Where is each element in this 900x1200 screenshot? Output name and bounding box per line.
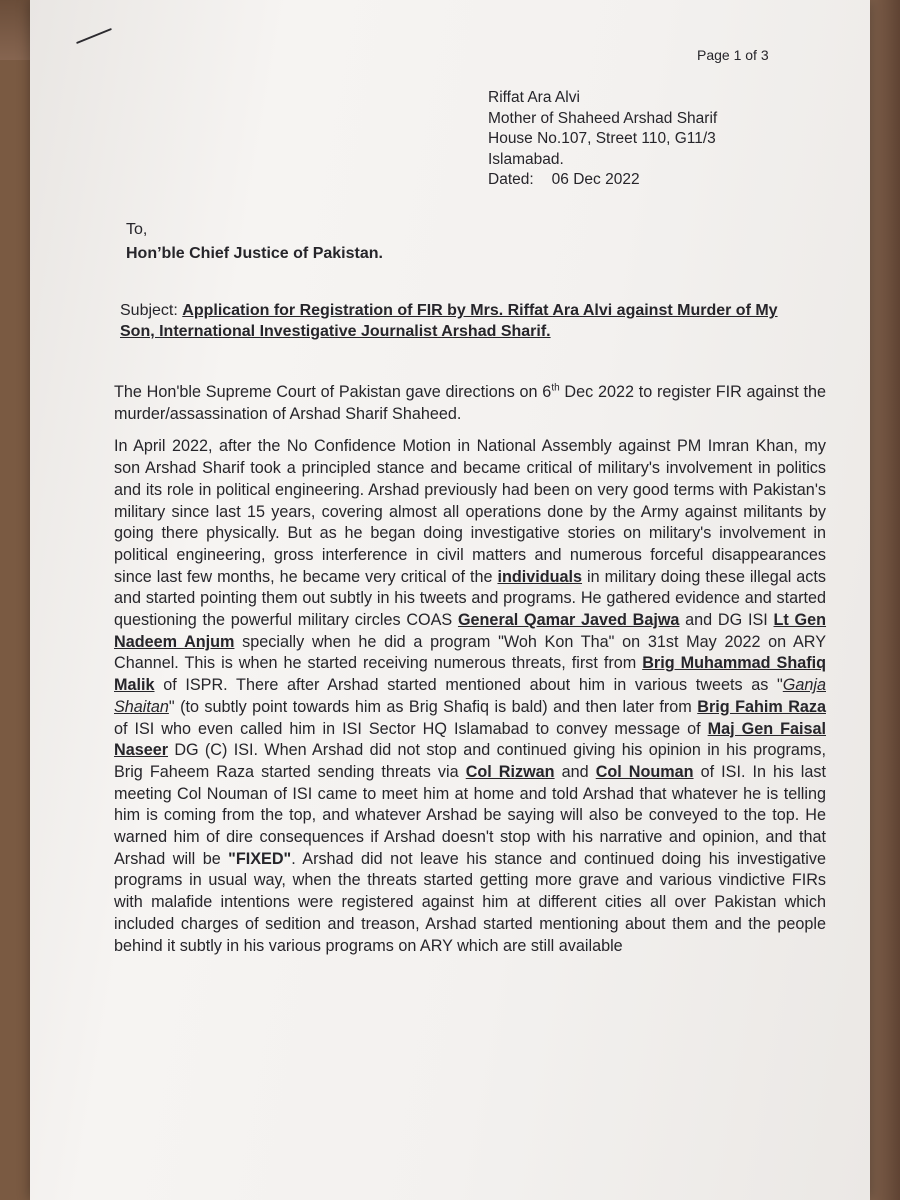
pen-mark	[76, 28, 112, 44]
subject-line	[120, 300, 800, 342]
name-brig-fahim-raza: Brig Fahim Raza	[697, 697, 826, 716]
sender-name: Riffat Ara Alvi	[488, 89, 580, 106]
sender-address-line1: House No.107, Street 110, G11/3	[488, 130, 716, 147]
body-paragraph-1: The Hon'ble Supreme Court of Pakistan gave directions on 6th Dec 2022 to register FIR against the murder/assassination of Arshad Sharif Shaheed.	[114, 382, 826, 423]
name-lt-gen-nadeem-anjum: Lt Gen Nadeem Anjum	[114, 611, 827, 651]
sender-block	[488, 88, 717, 191]
name-maj-gen-faisal-naseer: Maj Gen Faisal Naseer	[114, 719, 826, 760]
sender-relation: Mother of Shaheed Arshad Sharif	[488, 109, 718, 127]
sender-date-line	[488, 170, 717, 191]
nickname-ganja-shaitan: Ganja Shaitan	[114, 676, 826, 716]
name-col-nouman: Col Nouman	[595, 762, 694, 781]
name-general-qamar-javed-bajwa: General Qamar Javed Bajwa	[457, 611, 680, 630]
to-label: To,	[126, 221, 148, 238]
sender-address-line2: Islamabad.	[488, 150, 564, 168]
emphasis-individuals: individuals	[497, 567, 583, 586]
page-number: Page 1 of 3	[697, 47, 769, 63]
body-paragraph-2: In April 2022, after the No Confidence Motion in National Assembly against PM Imran Khan, my son Arshad Sharif took a principled stance and became critical of military's involvement in politics and its role in political engineering. Arshad previously had been on very good terms with Pakistan's military since last 15 years, covering almost all operations done by the Army against militants by going there physically. But as he began doing investigative stories on military's involvement in political engineering, gross interference in civil matters and numerous forceful disappearances since last few months, he became very critical of the individuals in military doing these illegal acts and started pointing them out subtly in his tweets and programs. He gathered evidence and started questioning the powerful military circles COAS General Qamar Javed Bajwa and DG ISI Lt Gen Nadeem Anjum specially when he did a program "Woh Kon Tha" on 31st May 2022 on ARY Channel. This is when he started receiving numerous threats, first from Brig Muhammad Shafiq Malik of ISPR. There after Arshad started mentioned about him in various tweets as "Ganja Shaitan" (to subtly point towards him as Brig Shafiq is bald) and then later from Brig Fahim Raza of ISI who even called him in ISI Sector HQ Islamabad to convey message of Maj Gen Faisal Naseer DG (C) ISI. When Arshad did not stop and continued giving his opinion in his programs, Brig Faheem Raza started sending threats via Col Rizwan and Col Nouman of ISI. In his last meeting Col Nouman of ISI came to meet him at home and told Arshad that whatever he is telling him is coming from the top, and whatever Arshad be saying will also be conveyed to the top. He warned him of dire consequences if Arshad doesn't stop with his narrative and opinion, and that Arshad will be "FIXED". Arshad did not leave his stance and continued doing his investigative programs in usual way, when the threats started getting more grave and various vindictive FIRs with malafide intentions were registered against him at different cities all over Pakistan which included charges of sedition and treason, Arshad started mentioning about them and the people behind it subtly in his various programs on ARY which are still available	[114, 437, 827, 955]
recipient-block	[126, 218, 383, 266]
addressee: Hon’ble Chief Justice of Pakistan.	[126, 245, 383, 262]
subject-text: Application for Registration of FIR by Mrs. Riffat Ara Alvi against Murder of My Son, International Investigative Journalist Arshad Sharif.	[120, 302, 778, 340]
name-brig-muhammad-shafiq-malik: Brig Muhammad Shafiq Malik	[114, 654, 826, 695]
dated-value: 06 Dec 2022	[551, 171, 640, 188]
subject-label: Subject:	[120, 302, 178, 319]
dated-label: Dated:	[488, 171, 534, 188]
emphasis-fixed: "FIXED"	[228, 849, 292, 868]
letter-page	[30, 0, 870, 1200]
name-col-rizwan: Col Rizwan	[465, 762, 555, 781]
letter-body	[114, 382, 826, 968]
